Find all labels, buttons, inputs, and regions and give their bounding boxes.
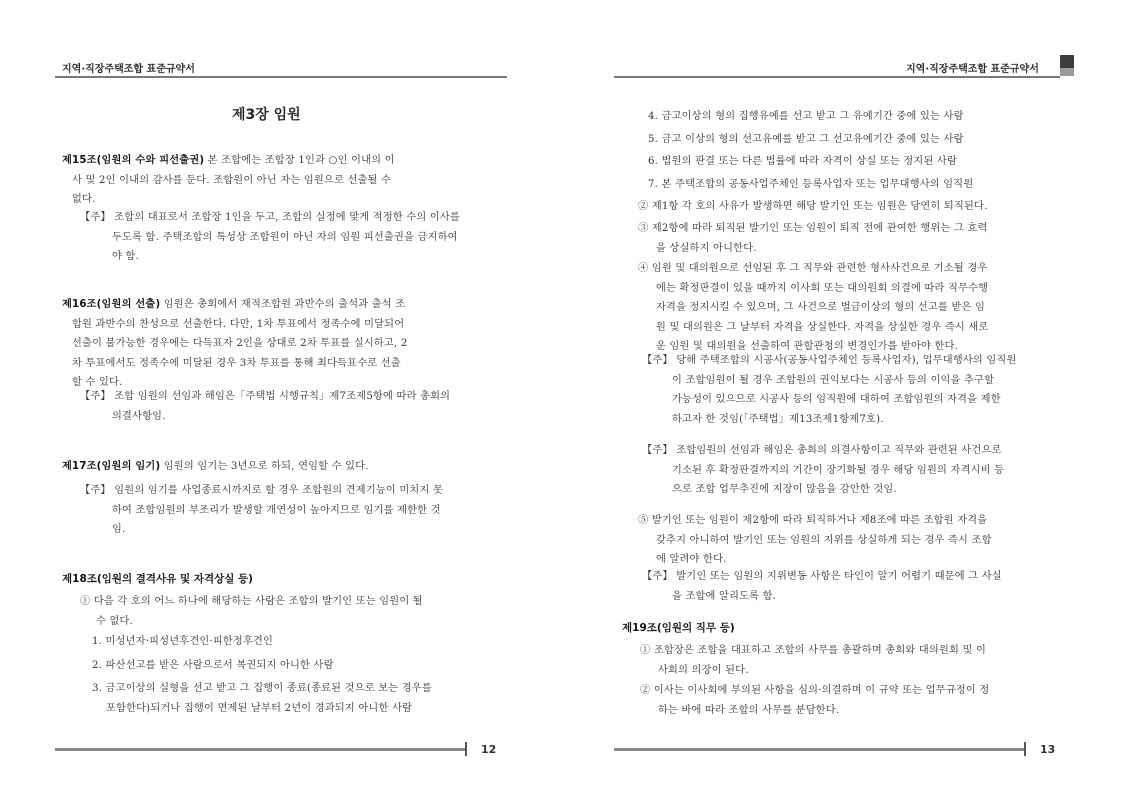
note-line: 【주】 조합임원의 선임과 해임은 총회의 의결사항이고 직무와 관련된 사건으로: [642, 445, 1002, 456]
footer-tick: [1024, 742, 1026, 756]
list-item: 2. 파산선고를 받은 사람으로서 복권되지 아니한 사람: [92, 659, 334, 671]
paragraph-line: ④ 임원 및 대의원으로 선임된 후 그 직무와 관련한 형사사건으로 기소될 경우: [638, 263, 988, 274]
paragraph-line: ② 제1항 각 호의 사유가 발생하면 해당 발기인 또는 임원은 당연히 퇴직된다.: [638, 201, 988, 212]
article-15-title: 제15조(임원의 수와 피선출권): [62, 155, 205, 166]
article-16-text: 할 수 있다.: [72, 377, 123, 388]
article-16-text: 임원은 총회에서 재적조합원 과반수의 출석과 출석 조: [160, 299, 406, 310]
header-block: [1060, 68, 1074, 76]
paragraph-line: 자격을 정지시킬 수 있으며, 그 사건으로 벌금이상의 형의 선고를 받은 임: [656, 302, 986, 313]
article-17-note: [80, 481, 443, 540]
note-line: 가능성이 있으므로 시공사 등의 임직원에 대하여 조합임원의 자격을 제한: [672, 394, 1001, 405]
article-16-text: 합원 과반수의 찬성으로 선출한다. 다만, 1차 투표에서 정족수에 미달되어: [72, 318, 405, 330]
note-line: 하여 조합임원의 부조리가 발생할 개연성이 높아지므로 임기를 제한한 것: [112, 504, 441, 516]
paragraph-line: ② 이사는 이사회에 부의된 사항을 심의·의결하며 이 규약 또는 업무규정이 정: [640, 685, 990, 696]
article-16-text: 선출이 불가능한 경우에는 다득표자 2인을 상대로 2차 투표를 실시하고, 2: [72, 338, 408, 349]
note-line: 【주】 조합 임원의 선임과 해임은「주택법 시행규칙」제7조제5항에 따라 총회의: [80, 391, 451, 402]
article-18-items-continued: [648, 106, 973, 196]
article-18-title: 제18조(임원의 결격사유 및 자격상실 등): [62, 573, 253, 585]
note-line: 기소된 후 확정판결까지의 기간이 장기화될 경우 해당 임원의 자격시비 등: [672, 464, 1005, 476]
paragraph-line: ① 다음 각 호의 어느 하나에 해당하는 사람은 조합의 발기인 또는 임원이 될: [80, 596, 423, 607]
paragraph-line: 원 및 대의원은 그 날부터 자격을 상실한다. 자격을 상실한 경우 즉시 새로: [656, 321, 989, 333]
article-15-note: [80, 208, 460, 267]
list-item: 3. 금고이상의 실형을 선고 받고 그 집행이 종료(종료된 것으로 보는 경우를: [92, 683, 432, 694]
article-18-paragraph-2: [638, 197, 988, 217]
article-17-text: 임원의 임기는 3년으로 하되, 연임할 수 있다.: [160, 461, 369, 472]
paragraph-line: 사회의 의장이 된다.: [658, 664, 749, 676]
list-item: 포함한다)되거나 집행이 면제된 날부터 2년이 경과되지 아니한 사람: [106, 702, 413, 714]
article-18-paragraph-1: [80, 592, 423, 631]
article-17: [62, 457, 369, 477]
note-line: 두도록 함. 주택조합의 특성상 조합원이 아닌 자의 임원 피선출권을 금지하여: [112, 231, 458, 243]
article-16-text: 차 투표에서도 정족수에 미달된 경우 3차 투표를 통해 최다득표수로 선출: [72, 357, 401, 369]
note-line: 야 함.: [112, 251, 139, 262]
note-line: 【주】 임원의 임기를 사업종료시까지로 할 경우 조합원의 견제기능이 미치지 못: [80, 485, 443, 496]
header-rule: [55, 76, 507, 78]
note-line: 임.: [112, 524, 126, 535]
article-15-text: 본 조합에는 조합장 1인과 ○인 이내의 이: [204, 155, 395, 166]
footer-rule: [614, 748, 1024, 751]
paragraph-line: 갖추지 아니하여 발기인 또는 임원의 지위를 상실하게 되는 경우 즉시 조합: [656, 534, 992, 546]
note-line: 으로 조합 업무추진에 지장이 많음을 감안한 것임.: [672, 484, 897, 495]
article-18-items: [92, 632, 432, 718]
paragraph-line: ① 조합장은 조합을 대표하고 조합의 사무를 총괄하며 총회와 대의원회 및 이: [640, 645, 987, 656]
note-line: 【주】 조합의 대표로서 조합장 1인을 두고, 조합의 실정에 맞게 적정한 수의 이사를: [80, 212, 460, 223]
list-item: 1. 미성년자·피성년후견인·피한정후견인: [92, 636, 274, 647]
paragraph-line: ③ 제2항에 따라 퇴직된 발기인 또는 임원이 퇴직 전에 관여한 행위는 그 효력: [638, 223, 988, 234]
article-16-note: [80, 387, 450, 426]
article-19-title: 제19조(임원의 직무 등): [622, 622, 735, 634]
paragraph-line: 에 알려야 한다.: [656, 554, 727, 565]
left-page: [0, 0, 560, 793]
article-15-text: 없다.: [72, 194, 96, 205]
article-19-paragraph-1: [640, 641, 986, 680]
paragraph-line: ⑤ 발기인 또는 임원이 제2항에 따라 퇴직하거나 제8조에 따른 조합원 자격을: [638, 515, 988, 526]
article-18-note-b: [642, 441, 1004, 500]
article-18-paragraph-4: [638, 259, 988, 357]
article-15: [62, 151, 395, 210]
article-18-note-a: [642, 351, 1017, 429]
note-line: 【주】 당해 주택조합의 시공사(공동사업주체인 등록사업자), 업무대행사의 임직원: [642, 355, 1017, 366]
note-line: 하고자 한 것임(「주택법」제13조제1항제7호).: [672, 413, 884, 425]
article-16-title: 제16조(임원의 선출): [62, 299, 161, 310]
page-number: 12: [481, 743, 497, 756]
article-17-title: 제17조(임원의 임기): [62, 461, 161, 472]
article-18-paragraph-3: [638, 219, 988, 258]
chapter-title: 제3장 임원: [232, 107, 301, 123]
article-18-paragraph-5: [638, 511, 992, 570]
paragraph-line: 하는 바에 따라 조합의 사무를 분담한다.: [658, 704, 840, 716]
note-line: 【주】 발기인 또는 임원의 지위변동 사항은 타인이 알기 어렵기 때문에 그 사실: [642, 571, 1002, 582]
header-rule: [614, 76, 1060, 78]
page-number: 13: [1040, 743, 1056, 756]
paragraph-line: 수 없다.: [96, 615, 133, 627]
list-item: 6. 법원의 판결 또는 다른 법률에 따라 자격이 상실 또는 정지된 사람: [648, 156, 958, 167]
note-line: 이 조합임원이 될 경우 조합원의 권익보다는 시공사 등의 이익을 추구할: [672, 374, 995, 386]
right-page: [560, 0, 1121, 793]
footer-rule: [55, 748, 465, 751]
running-header: 지역·직장주택조합 표준규약서: [62, 64, 195, 75]
article-19-paragraph-2: [640, 681, 989, 720]
article-18-note-c: [642, 567, 1002, 606]
note-line: 의결사항임.: [112, 410, 166, 422]
paragraph-line: 에는 확정판결이 있을 때까지 이사회 또는 대의원회 의결에 따라 직무수행: [656, 282, 989, 294]
paragraph-line: 을 상실하지 아니한다.: [656, 242, 757, 254]
footer-tick: [465, 742, 467, 756]
note-line: 을 조합에 알리도록 함.: [672, 590, 777, 602]
article-16: [62, 295, 408, 393]
article-15-text: 사 및 2인 이내의 감사를 둔다. 조합원이 아닌 자는 임원으로 선출될 수: [72, 174, 392, 186]
list-item: 5. 금고 이상의 형의 선고유예를 받고 그 선고유예기간 중에 있는 사람: [648, 133, 964, 145]
running-header: 지역·직장주택조합 표준규약서: [906, 64, 1039, 75]
list-item: 4. 금고이상의 형의 집행유예를 선고 받고 그 유예기간 중에 있는 사람: [648, 111, 964, 122]
list-item: 7. 본 주택조합의 공동사업주체인 등록사업자 또는 업무대행사의 임직원: [648, 178, 974, 190]
paragraph-line: 운 임원 및 대의원을 선출하여 관할관청의 변경인가를 받아야 한다.: [656, 341, 959, 352]
